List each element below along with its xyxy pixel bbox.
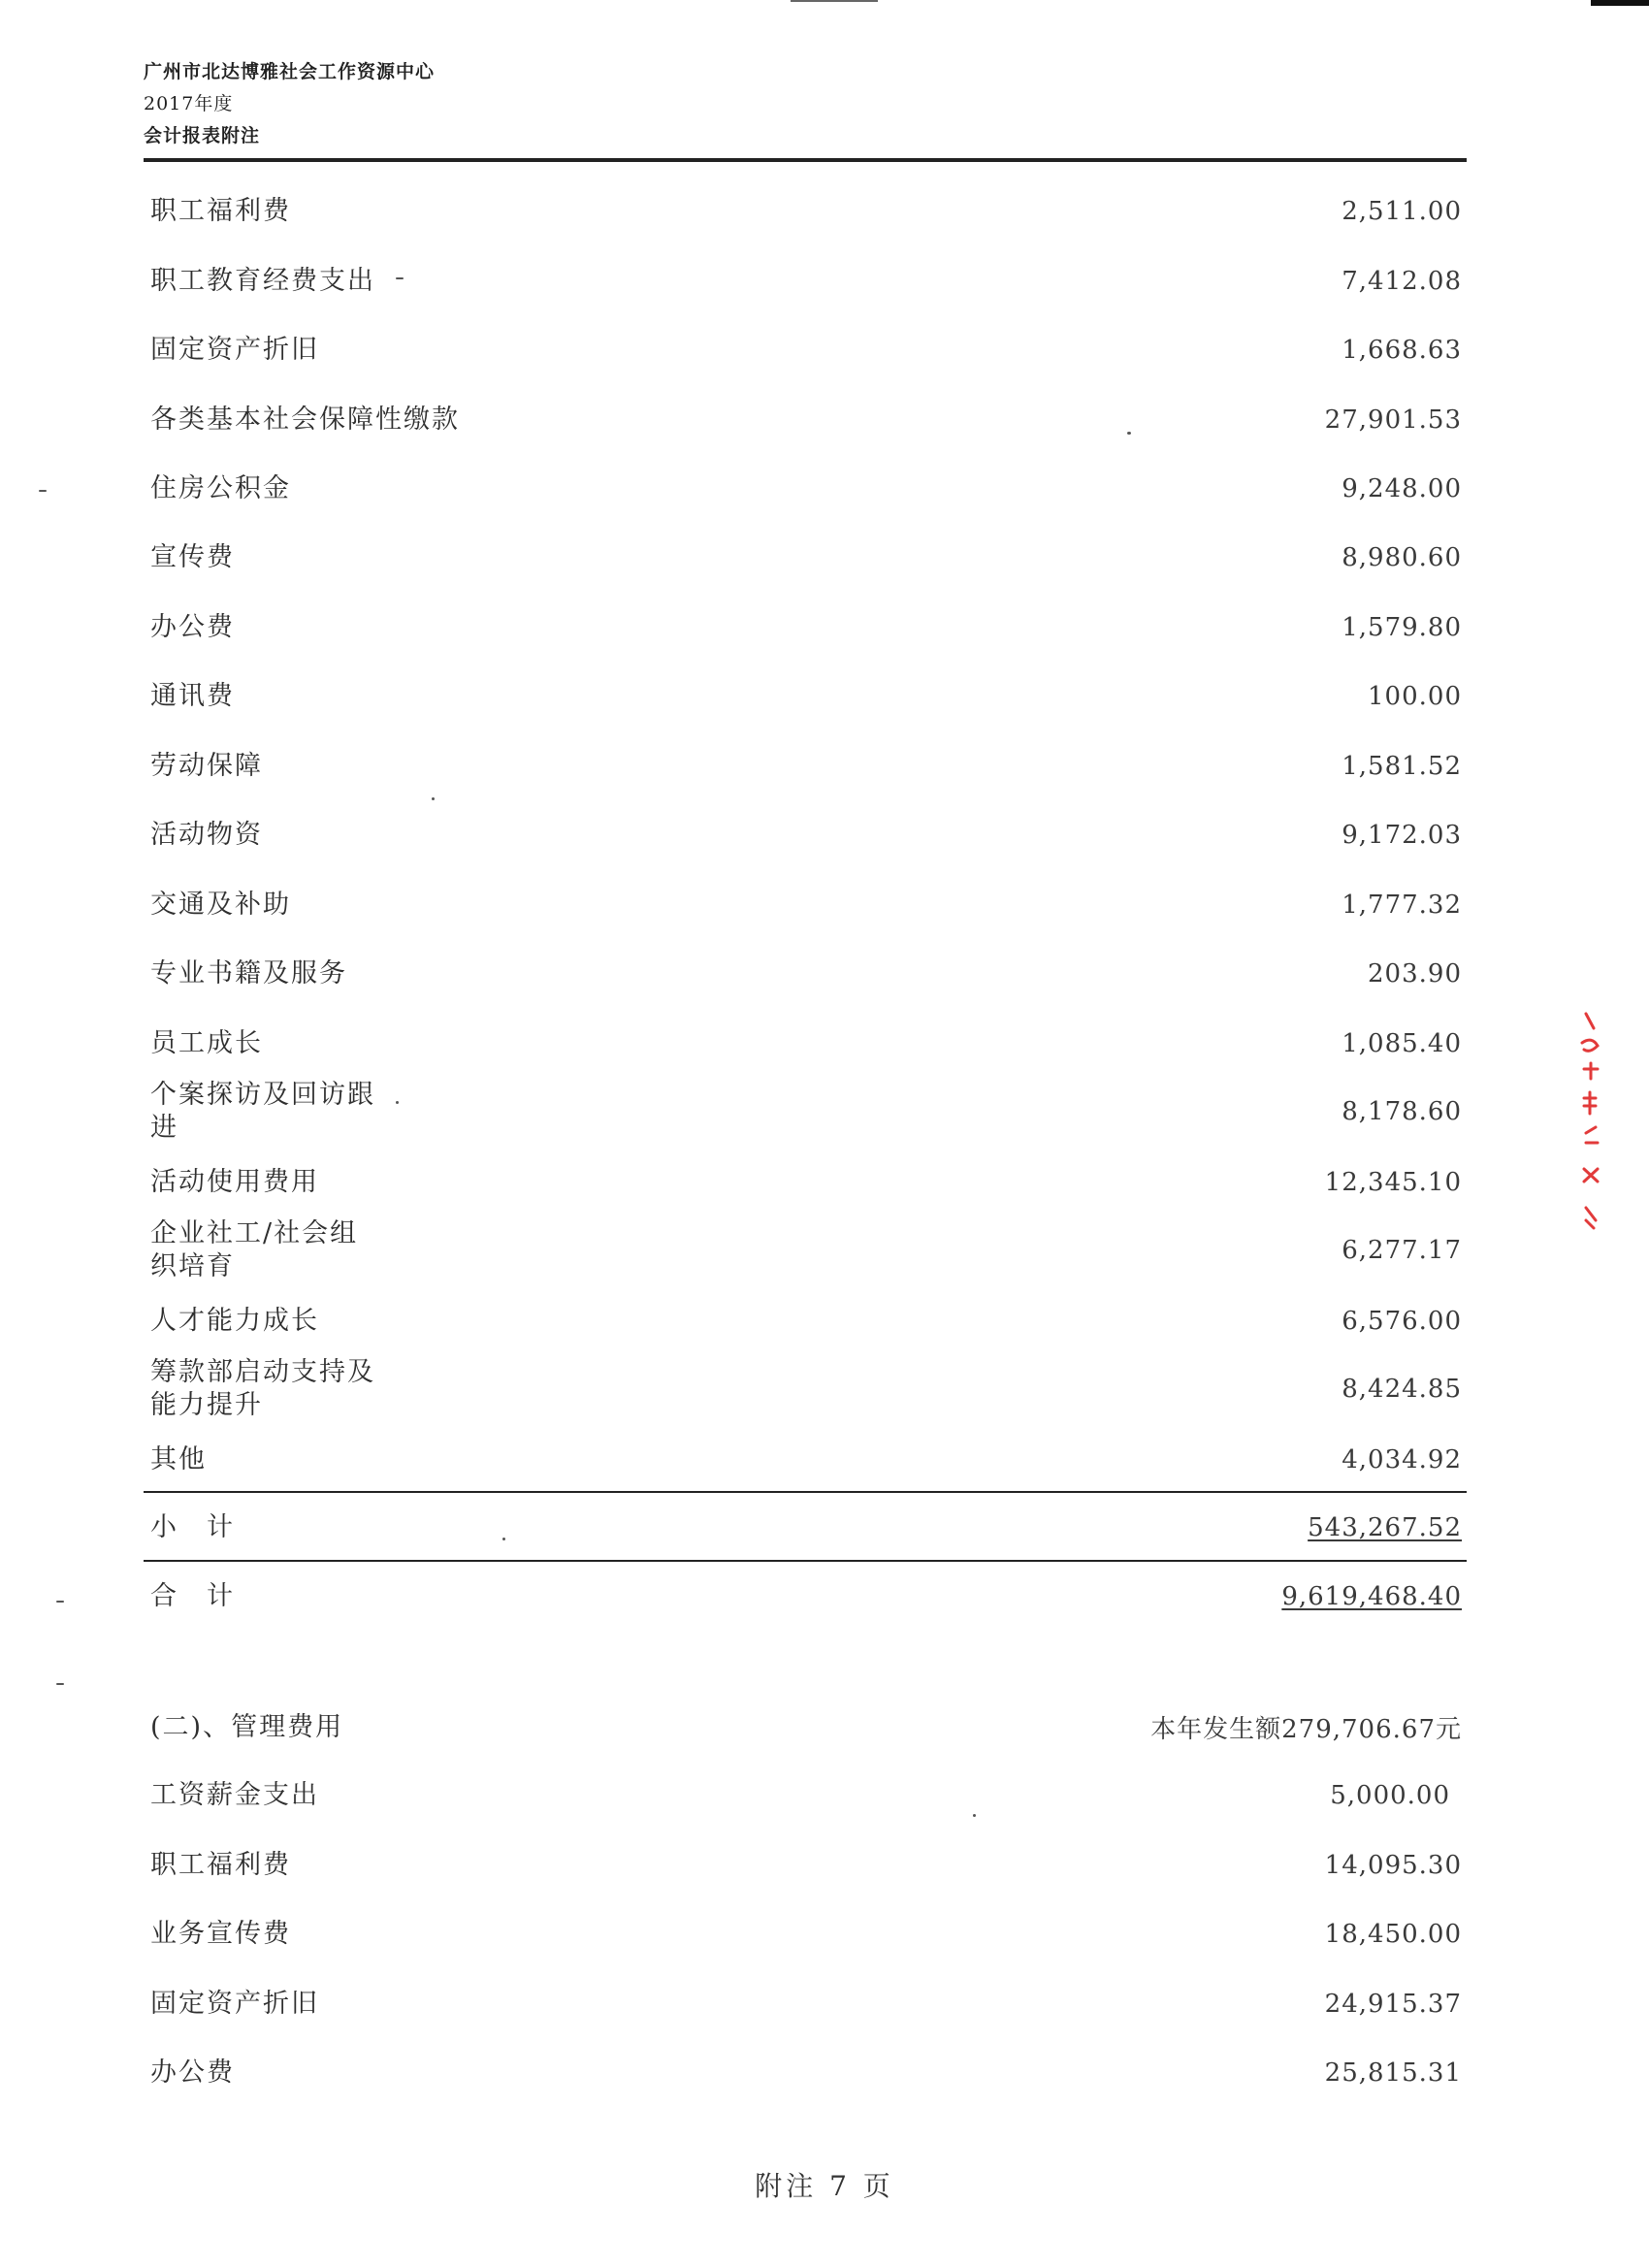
- item-label: 企业社工/社会组织培育: [150, 1218, 359, 1281]
- item-amount: 1,777.32: [1342, 891, 1462, 920]
- expense-row: [150, 471, 1462, 506]
- scan-speck: [39, 490, 47, 492]
- section-title: (二)、管理费用: [150, 1711, 344, 1742]
- expense-row: [150, 403, 1462, 437]
- scan-speck: [502, 1538, 505, 1540]
- expense-row: [150, 1165, 1462, 1200]
- expense-row: [150, 818, 1462, 853]
- scan-speck: [432, 797, 435, 800]
- item-label: 专业书籍及服务: [150, 958, 347, 988]
- expense-row: [150, 1304, 1462, 1339]
- expense-row: [150, 956, 1462, 991]
- expense-row: [150, 749, 1462, 784]
- item-amount: 9,172.03: [1342, 821, 1462, 850]
- item-label: 个案探访及回访跟进: [150, 1080, 375, 1143]
- item-amount: 8,178.60: [1342, 1097, 1462, 1126]
- item-label: 宣传费: [150, 542, 235, 572]
- item-amount: 27,901.53: [1324, 405, 1462, 435]
- item-amount: 6,277.17: [1342, 1236, 1462, 1265]
- expense-row: [150, 540, 1462, 575]
- scan-speck: [973, 1814, 976, 1817]
- seal-stroke: [1584, 1092, 1596, 1114]
- item-label: 员工成长: [150, 1028, 263, 1058]
- item-label: 职工教育经费支出: [150, 266, 375, 296]
- item-amount: 203.90: [1368, 959, 1462, 988]
- seal-stroke: [1586, 1208, 1596, 1228]
- expense-row: [150, 2056, 1462, 2090]
- item-label: 办公费: [150, 612, 235, 642]
- item-label: 办公费: [150, 2057, 235, 2088]
- expense-row: [150, 1026, 1462, 1061]
- total-label: 合 计: [150, 1581, 235, 1611]
- expense-row: [150, 679, 1462, 714]
- scan-speck: [56, 1683, 64, 1685]
- expense-row: [150, 194, 1462, 229]
- item-amount: 18,450.00: [1324, 1920, 1462, 1949]
- item-amount: 1,579.80: [1342, 613, 1462, 642]
- item-label: 劳动保障: [150, 751, 263, 781]
- section-annual-amount: 本年发生额279,706.67元: [1150, 1715, 1462, 1744]
- item-amount: 8,980.60: [1342, 543, 1462, 572]
- expense-row: [150, 610, 1462, 645]
- subtotal-label: 小 计: [150, 1512, 235, 1542]
- seal-stroke: [1582, 1040, 1598, 1051]
- scan-speck: [396, 1101, 399, 1104]
- seal-stroke: [1586, 1014, 1594, 1028]
- expense-row: [150, 1079, 1462, 1145]
- expense-row: [150, 1356, 1462, 1422]
- item-label: 人才能力成长: [150, 1306, 319, 1336]
- seal-stroke: [1584, 1169, 1598, 1182]
- item-amount: 14,095.30: [1324, 1851, 1462, 1880]
- item-label: 工资薪金支出: [150, 1780, 319, 1810]
- page-number: 附注 7 页: [755, 2170, 894, 2202]
- item-amount: 2,511.00: [1342, 197, 1462, 226]
- total-rule: [144, 1560, 1467, 1562]
- scan-speck: [56, 1601, 64, 1603]
- item-label: 固定资产折旧: [150, 335, 319, 365]
- red-seal-fragment: [1576, 1009, 1605, 1242]
- organization-name: 广州市北达博雅社会工作资源中心: [144, 61, 436, 82]
- report-header: [144, 56, 726, 152]
- expense-row: [150, 264, 1462, 299]
- item-amount: 12,345.10: [1324, 1168, 1462, 1197]
- item-amount: 5,000.00: [1330, 1781, 1450, 1810]
- section-heading: [150, 1709, 1462, 1745]
- subtotal-row: [150, 1510, 1462, 1545]
- item-label: 其他: [150, 1444, 207, 1474]
- scan-edge-mark: [1591, 0, 1649, 6]
- item-label: 通讯费: [150, 681, 235, 711]
- item-amount: 1,581.52: [1342, 752, 1462, 781]
- total-amount: 9,619,468.40: [1281, 1582, 1462, 1611]
- total-row: [150, 1579, 1462, 1614]
- report-year: 2017年度: [144, 93, 234, 114]
- scan-speck: [396, 277, 404, 279]
- item-amount: 6,576.00: [1342, 1307, 1462, 1336]
- scan-speck: [1127, 432, 1131, 435]
- item-label: 固定资产折旧: [150, 1989, 319, 2019]
- item-label: 业务宣传费: [150, 1919, 291, 1949]
- subtotal-amount: 543,267.52: [1308, 1513, 1462, 1542]
- subtotal-rule: [144, 1491, 1467, 1493]
- expense-row: [150, 1848, 1462, 1883]
- item-amount: 25,815.31: [1324, 2058, 1462, 2088]
- expense-row: [150, 888, 1462, 923]
- seal-stroke: [1584, 1063, 1598, 1079]
- scan-edge-line: [791, 0, 878, 2]
- item-amount: 100.00: [1368, 682, 1462, 711]
- item-amount: 7,412.08: [1342, 267, 1462, 296]
- item-label: 职工福利费: [150, 1850, 291, 1880]
- item-amount: 24,915.37: [1324, 1990, 1462, 2019]
- item-label: 各类基本社会保障性缴款: [150, 405, 460, 435]
- expense-row: [150, 1778, 1450, 1813]
- expense-row: [150, 1987, 1462, 2022]
- item-label: 活动使用费用: [150, 1167, 319, 1197]
- item-label: 交通及补助: [150, 890, 291, 920]
- seal-stroke: [1586, 1127, 1598, 1143]
- item-amount: 8,424.85: [1342, 1375, 1462, 1404]
- item-label: 职工福利费: [150, 196, 291, 226]
- item-amount: 4,034.92: [1342, 1445, 1462, 1474]
- item-label: 住房公积金: [150, 473, 291, 503]
- document-type: 会计报表附注: [144, 125, 261, 146]
- item-amount: 1,668.63: [1342, 336, 1462, 365]
- item-label: 筹款部启动支持及能力提升: [150, 1357, 375, 1420]
- header-rule: [144, 158, 1467, 162]
- expense-row: [150, 333, 1462, 368]
- item-amount: 1,085.40: [1342, 1029, 1462, 1058]
- expense-row: [150, 1217, 1462, 1283]
- item-amount: 9,248.00: [1342, 474, 1462, 503]
- expense-row: [150, 1917, 1462, 1952]
- item-label: 活动物资: [150, 820, 263, 850]
- expense-row: [150, 1442, 1462, 1477]
